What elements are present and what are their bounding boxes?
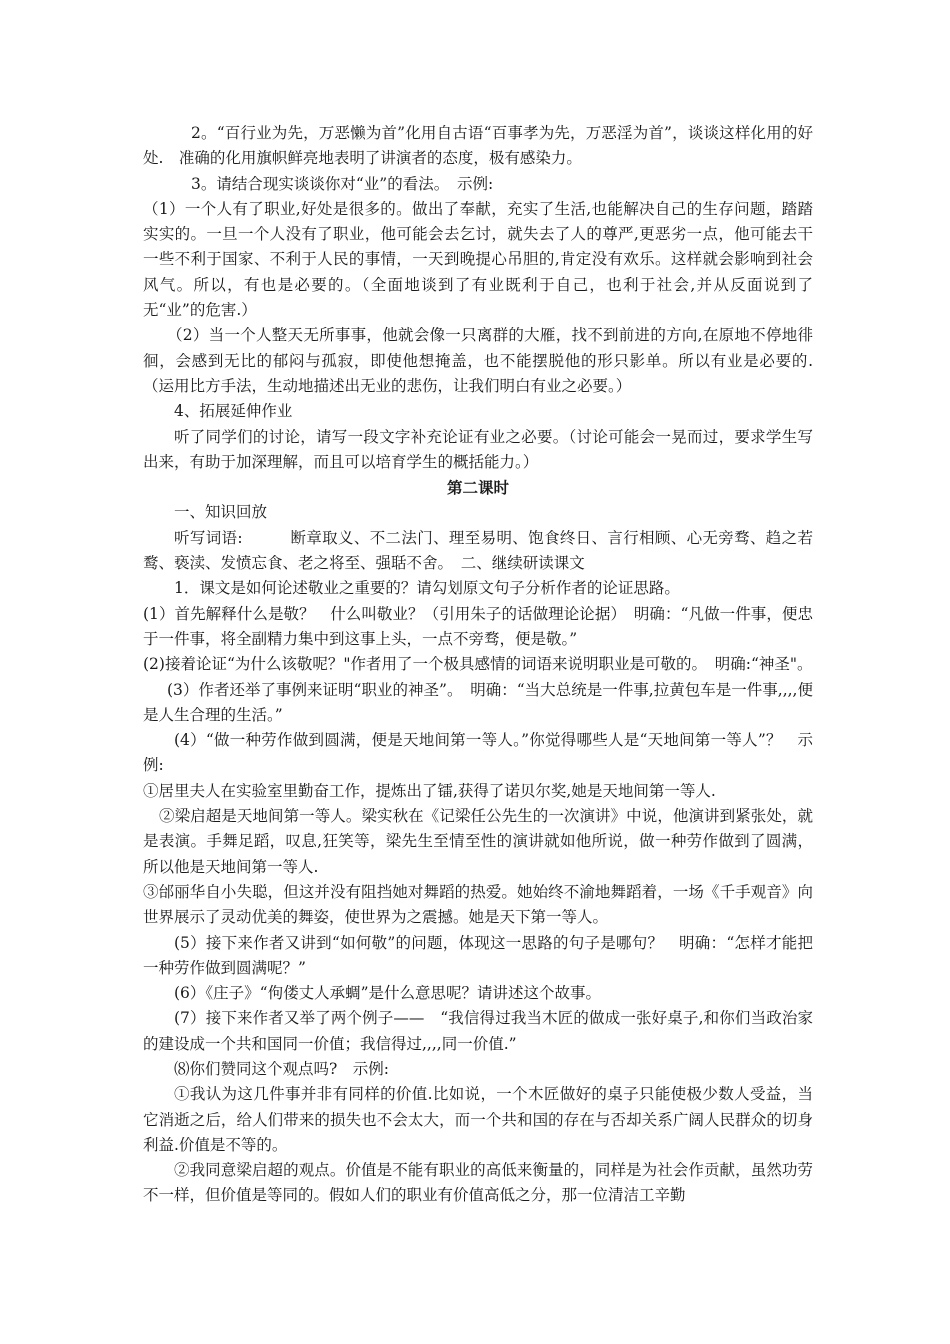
question-2: 2。“百行业为先，万恶懒为首”化用自古语“百事孝为先，万恶淫为首”，谈谈这样化用的好处. 准确的化用旗帜鲜亮地表明了讲演者的态度，极有感染力。 bbox=[143, 124, 813, 168]
study-point-8: ⑻你们赞同这个观点吗? 示例: bbox=[174, 1059, 390, 1078]
document-body bbox=[143, 121, 813, 1209]
study-point-3: (3）作者还举了事例来证明“职业的神圣”。 明确：“当大总统是一件事,拉黄包车是一件事,,,,便是人生合理的生活。” bbox=[143, 680, 813, 724]
study-point-8-example-a: ①我认为这几件事并非有同样的价值.比如说，一个木匠做好的桌子只能使极少数人受益，当它消逝之后，给人们带来的损失也不会太大，而一个共和国的存在与否却关系广阔人民群众的切身利益.价值是不等的。 bbox=[143, 1085, 813, 1154]
study-point-2: (2)接着论证“为什么该敬呢？"作者用了一个极具感情的词语来说明职业是可敬的。 明确:“神圣"。 bbox=[143, 655, 813, 674]
question-3-example-1: （1）一个人有了职业,好处是很多的。做出了奉献，充实了生活,也能解决自己的生存问题，踏踏实实的。一旦一个人没有了职业，他可能会去乞讨，就失去了人的尊严,更恶劣一点，他可能去干一些不利于国家、不利于人民的事情，一天到晚提心吊胆的,肯定没有欢乐。这样就会影响到社会风气。所以，有也是必要的。（全面地谈到了有业既利于自己，也利于社会,并从反面说到了无“业”的危害.） bbox=[143, 199, 813, 320]
question-3: 3。请结合现实谈谈你对“业”的看法。 示例: bbox=[191, 174, 494, 193]
question-3-example-2: （2）当一个人整天无所事事，他就会像一只离群的大雁，找不到前进的方向,在原地不停地徘徊，会感到无比的郁闷与孤寂，即使他想掩盖，也不能摆脱他的形只影单。所以有业是必要的.（运用比方手法，生动地描述出无业的悲伤，让我们明白有业之必要。） bbox=[143, 326, 813, 395]
lesson-2-title: 第二课时 bbox=[446, 478, 509, 498]
study-question-1: 1．课文是如何论述敬业之重要的？请勾划原文句子分析作者的论证思路。 bbox=[174, 579, 680, 598]
study-point-5: (5）接下来作者又讲到“如何敬”的问题，体现这一思路的句子是哪句？ 明确：“怎样才能把一种劳作做到圆满呢？” bbox=[143, 933, 813, 977]
study-point-1: (1）首先解释什么是敬？ 什么叫敬业？（引用朱子的话做理论论据） 明确：“凡做一件事，便忠于一件事，将全副精力集中到这事上头，一点不旁骛，便是敬。” bbox=[143, 604, 813, 648]
study-point-4-example-c: ③邰丽华自小失聪，但这并没有阻挡她对舞蹈的热爱。她始终不渝地舞蹈着，一场《千手观音》向世界展示了灵动优美的舞姿，使世界为之震撼。她是天下第一等人。 bbox=[143, 882, 813, 927]
extension-body: 听了同学们的讨论，请写一段文字补充论证有业之必要。（讨论可能会一晃而过，要求学生写出来，有助于加深理解，而且可以培育学生的概括能力。） bbox=[143, 427, 813, 471]
study-point-8-example-b: ②我同意梁启超的观点。价值是不能有职业的高低来衡量的，同样是为社会作贡献，虽然功劳不一样，但价值是等同的。假如人们的职业有价值高低之分，那一位清洁工辛勤 bbox=[143, 1161, 813, 1205]
study-point-4: (4）“做一种劳作做到圆满，便是天地间第一等人。”你觉得哪些人是“天地间第一等人”？ 示例: bbox=[143, 731, 813, 775]
study-point-7: (7）接下来作者又举了两个例子—— “我信得过我当木匠的做成一张好桌子,和你们当政治家的建设成一个共和国同一价值；我信得过,,,,同一价值.” bbox=[143, 1009, 813, 1053]
review-heading: 一、知识回放 bbox=[174, 503, 268, 522]
study-point-6: (6）《庄子》“佝偻丈人承蜩”是什么意思呢？请讲述这个故事。 bbox=[174, 984, 602, 1003]
study-point-4-example-b: ②梁启超是天地间第一等人。梁实秋在《记梁任公先生的一次演讲》中说，他演讲到紧张处，就是表演。手舞足蹈，叹息,狂笑等，梁先生至情至性的演讲就如他所说，做一种劳作做到了圆满，所以他是天地间第一等人. bbox=[143, 807, 813, 876]
dictation-paragraph: 听写词语: 断章取义、不二法门、理至易明、饱食终日、言行相顾、心无旁骛、趋之若鹜、亵渎、发愤忘食、老之将至、强聒不舍。 二、继续研读课文 bbox=[143, 528, 813, 573]
study-point-4-example-a: ①居里夫人在实验室里勤奋工作，提炼出了镭,获得了诺贝尔奖,她是天地间第一等人. bbox=[143, 781, 716, 800]
extension-heading: 4、拓展延伸作业 bbox=[174, 402, 293, 421]
